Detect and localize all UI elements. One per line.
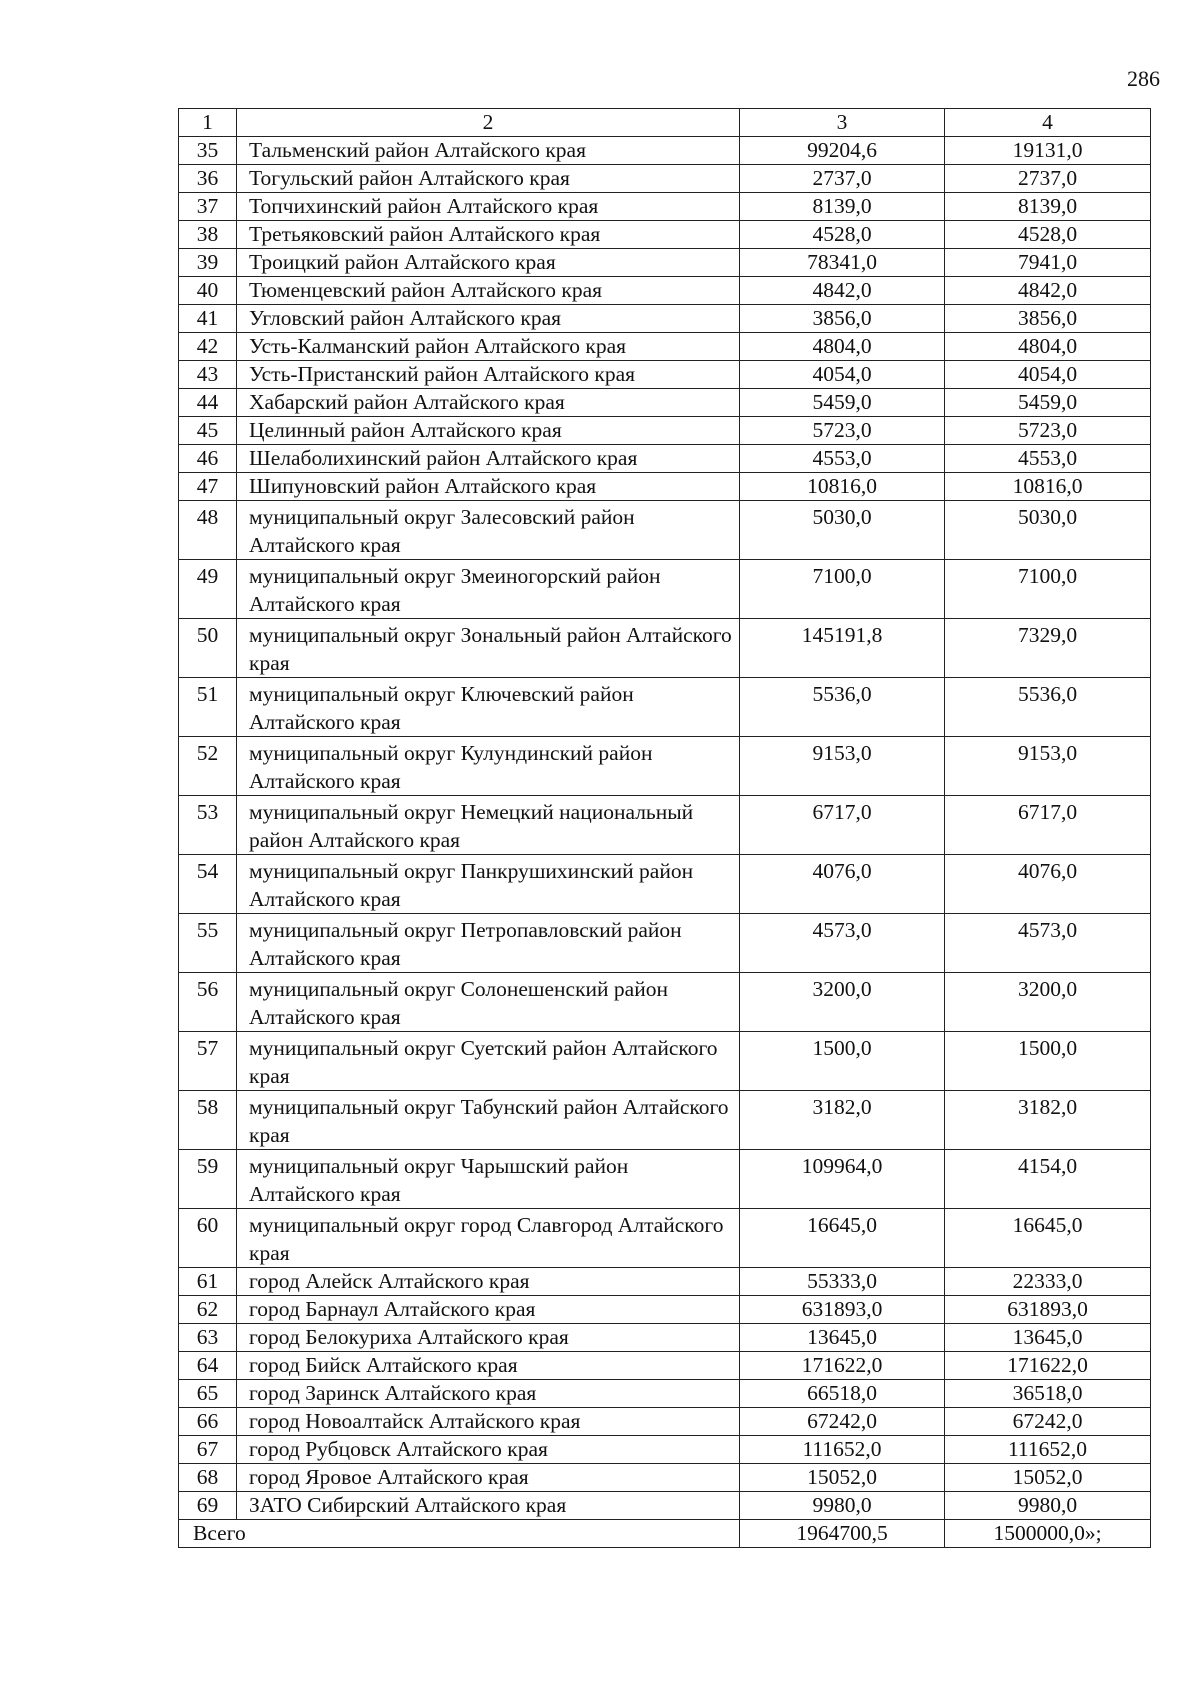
value-col3: 2737,0 — [740, 165, 945, 193]
page-number: 286 — [1127, 66, 1160, 91]
row-number: 41 — [179, 305, 237, 333]
row-number: 46 — [179, 445, 237, 473]
municipality-name: Тогульский район Алтайского края — [237, 165, 740, 193]
table-row — [179, 249, 1151, 277]
table-row — [179, 1032, 1151, 1091]
table-row — [179, 165, 1151, 193]
row-number: 59 — [179, 1150, 237, 1209]
municipality-name: город Барнаул Алтайского края — [237, 1296, 740, 1324]
value-col4: 5536,0 — [945, 678, 1151, 737]
value-col3: 99204,6 — [740, 137, 945, 165]
value-col3: 111652,0 — [740, 1436, 945, 1464]
value-col3: 5723,0 — [740, 417, 945, 445]
table-row — [179, 417, 1151, 445]
value-col3: 66518,0 — [740, 1380, 945, 1408]
value-col4: 631893,0 — [945, 1296, 1151, 1324]
row-number: 52 — [179, 737, 237, 796]
table-row — [179, 619, 1151, 678]
municipality-name: Хабарский район Алтайского края — [237, 389, 740, 417]
municipality-name: город Яровое Алтайского края — [237, 1464, 740, 1492]
value-col3: 8139,0 — [740, 193, 945, 221]
row-number: 39 — [179, 249, 237, 277]
row-number: 69 — [179, 1492, 237, 1520]
table-row — [179, 501, 1151, 560]
municipality-name: город Бийск Алтайского края — [237, 1352, 740, 1380]
value-col3: 4804,0 — [740, 333, 945, 361]
municipality-name: муниципальный округ Суетский район Алтайского края — [237, 1032, 740, 1091]
municipality-name: муниципальный округ Немецкий национальный район Алтайского края — [237, 796, 740, 855]
municipality-name: муниципальный округ Табунский район Алтайского края — [237, 1091, 740, 1150]
value-col4: 9980,0 — [945, 1492, 1151, 1520]
municipality-name: муниципальный округ Ключевский район Алтайского края — [237, 678, 740, 737]
value-col4: 10816,0 — [945, 473, 1151, 501]
row-number: 61 — [179, 1268, 237, 1296]
table-row — [179, 1380, 1151, 1408]
row-number: 49 — [179, 560, 237, 619]
value-col4: 19131,0 — [945, 137, 1151, 165]
municipality-name: муниципальный округ Солонешенский район Алтайского края — [237, 973, 740, 1032]
value-col3: 6717,0 — [740, 796, 945, 855]
table-row — [179, 796, 1151, 855]
value-col3: 5459,0 — [740, 389, 945, 417]
municipality-name: Тальменский район Алтайского края — [237, 137, 740, 165]
municipality-name: муниципальный округ Чарышский район Алтайского края — [237, 1150, 740, 1209]
value-col4: 4528,0 — [945, 221, 1151, 249]
value-col4: 3182,0 — [945, 1091, 1151, 1150]
value-col3: 4842,0 — [740, 277, 945, 305]
row-number: 35 — [179, 137, 237, 165]
municipality-name: Угловский район Алтайского края — [237, 305, 740, 333]
value-col4: 9153,0 — [945, 737, 1151, 796]
row-number: 57 — [179, 1032, 237, 1091]
value-col4: 3856,0 — [945, 305, 1151, 333]
column-header: 3 — [740, 109, 945, 137]
value-col3: 109964,0 — [740, 1150, 945, 1209]
total-col3: 1964700,5 — [740, 1520, 945, 1548]
municipality-name: муниципальный округ Зональный район Алтайского края — [237, 619, 740, 678]
municipality-name: Троицкий район Алтайского края — [237, 249, 740, 277]
table-row — [179, 737, 1151, 796]
table-row — [179, 678, 1151, 737]
row-number: 55 — [179, 914, 237, 973]
value-col4: 4842,0 — [945, 277, 1151, 305]
value-col3: 3856,0 — [740, 305, 945, 333]
value-col3: 4528,0 — [740, 221, 945, 249]
table-row — [179, 473, 1151, 501]
value-col4: 171622,0 — [945, 1352, 1151, 1380]
value-col3: 4573,0 — [740, 914, 945, 973]
row-number: 56 — [179, 973, 237, 1032]
row-number: 62 — [179, 1296, 237, 1324]
table-row — [179, 1296, 1151, 1324]
table-row — [179, 855, 1151, 914]
municipality-name: муниципальный округ Змеиногорский район Алтайского края — [237, 560, 740, 619]
value-col3: 15052,0 — [740, 1464, 945, 1492]
total-row — [179, 1520, 1151, 1548]
table-row — [179, 305, 1151, 333]
municipality-name: город Алейск Алтайского края — [237, 1268, 740, 1296]
municipality-name: Усть-Пристанский район Алтайского края — [237, 361, 740, 389]
table-row — [179, 361, 1151, 389]
value-col4: 4076,0 — [945, 855, 1151, 914]
value-col3: 1500,0 — [740, 1032, 945, 1091]
table-row — [179, 333, 1151, 361]
value-col4: 8139,0 — [945, 193, 1151, 221]
value-col3: 145191,8 — [740, 619, 945, 678]
row-number: 63 — [179, 1324, 237, 1352]
table-row — [179, 1324, 1151, 1352]
value-col4: 22333,0 — [945, 1268, 1151, 1296]
row-number: 54 — [179, 855, 237, 914]
table-row — [179, 1091, 1151, 1150]
municipality-name: ЗАТО Сибирский Алтайского края — [237, 1492, 740, 1520]
municipality-name: Шипуновский район Алтайского края — [237, 473, 740, 501]
row-number: 48 — [179, 501, 237, 560]
table-row — [179, 1352, 1151, 1380]
table-row — [179, 1209, 1151, 1268]
municipality-name: Целинный район Алтайского края — [237, 417, 740, 445]
value-col4: 7941,0 — [945, 249, 1151, 277]
table-row — [179, 193, 1151, 221]
value-col4: 36518,0 — [945, 1380, 1151, 1408]
municipality-name: Третьяковский район Алтайского края — [237, 221, 740, 249]
value-col3: 5030,0 — [740, 501, 945, 560]
value-col3: 631893,0 — [740, 1296, 945, 1324]
value-col3: 171622,0 — [740, 1352, 945, 1380]
row-number: 64 — [179, 1352, 237, 1380]
value-col3: 16645,0 — [740, 1209, 945, 1268]
table-body — [179, 109, 1151, 1548]
column-header: 1 — [179, 109, 237, 137]
table-row — [179, 389, 1151, 417]
value-col3: 9980,0 — [740, 1492, 945, 1520]
table-row — [179, 137, 1151, 165]
value-col4: 5723,0 — [945, 417, 1151, 445]
column-header: 2 — [237, 109, 740, 137]
row-number: 40 — [179, 277, 237, 305]
value-col4: 4573,0 — [945, 914, 1151, 973]
municipality-name: город Новоалтайск Алтайского края — [237, 1408, 740, 1436]
municipality-name: Шелаболихинский район Алтайского края — [237, 445, 740, 473]
column-header: 4 — [945, 109, 1151, 137]
value-col4: 7100,0 — [945, 560, 1151, 619]
row-number: 68 — [179, 1464, 237, 1492]
value-col3: 78341,0 — [740, 249, 945, 277]
municipality-name: Тюменцевский район Алтайского края — [237, 277, 740, 305]
row-number: 37 — [179, 193, 237, 221]
row-number: 47 — [179, 473, 237, 501]
value-col4: 2737,0 — [945, 165, 1151, 193]
value-col3: 7100,0 — [740, 560, 945, 619]
row-number: 65 — [179, 1380, 237, 1408]
total-col4: 1500000,0»; — [945, 1520, 1151, 1548]
value-col4: 1500,0 — [945, 1032, 1151, 1091]
allocation-table — [178, 108, 1151, 1548]
value-col3: 4054,0 — [740, 361, 945, 389]
value-col4: 15052,0 — [945, 1464, 1151, 1492]
table-row — [179, 914, 1151, 973]
table-row — [179, 1436, 1151, 1464]
municipality-name: город Рубцовск Алтайского края — [237, 1436, 740, 1464]
value-col4: 4054,0 — [945, 361, 1151, 389]
value-col4: 67242,0 — [945, 1408, 1151, 1436]
row-number: 44 — [179, 389, 237, 417]
row-number: 45 — [179, 417, 237, 445]
value-col4: 5459,0 — [945, 389, 1151, 417]
total-label: Всего — [179, 1520, 740, 1548]
row-number: 43 — [179, 361, 237, 389]
row-number: 50 — [179, 619, 237, 678]
value-col4: 3200,0 — [945, 973, 1151, 1032]
value-col4: 7329,0 — [945, 619, 1151, 678]
municipality-name: город Белокуриха Алтайского края — [237, 1324, 740, 1352]
row-number: 53 — [179, 796, 237, 855]
row-number: 60 — [179, 1209, 237, 1268]
row-number: 38 — [179, 221, 237, 249]
row-number: 67 — [179, 1436, 237, 1464]
value-col3: 9153,0 — [740, 737, 945, 796]
municipality-name: муниципальный округ Панкрушихинский район Алтайского края — [237, 855, 740, 914]
table-row — [179, 221, 1151, 249]
row-number: 36 — [179, 165, 237, 193]
value-col3: 10816,0 — [740, 473, 945, 501]
municipality-name: Усть-Калманский район Алтайского края — [237, 333, 740, 361]
value-col4: 111652,0 — [945, 1436, 1151, 1464]
municipality-name: муниципальный округ Кулундинский район Алтайского края — [237, 737, 740, 796]
table-row — [179, 1150, 1151, 1209]
table-row — [179, 1268, 1151, 1296]
value-col3: 4076,0 — [740, 855, 945, 914]
value-col3: 55333,0 — [740, 1268, 945, 1296]
value-col4: 6717,0 — [945, 796, 1151, 855]
table-row — [179, 1408, 1151, 1436]
value-col4: 4553,0 — [945, 445, 1151, 473]
row-number: 66 — [179, 1408, 237, 1436]
municipality-name: Топчихинский район Алтайского края — [237, 193, 740, 221]
table-row — [179, 973, 1151, 1032]
value-col3: 67242,0 — [740, 1408, 945, 1436]
value-col3: 4553,0 — [740, 445, 945, 473]
value-col3: 13645,0 — [740, 1324, 945, 1352]
table-row — [179, 1464, 1151, 1492]
value-col3: 5536,0 — [740, 678, 945, 737]
municipality-name: город Заринск Алтайского края — [237, 1380, 740, 1408]
value-col3: 3200,0 — [740, 973, 945, 1032]
value-col4: 4804,0 — [945, 333, 1151, 361]
municipality-name: муниципальный округ Залесовский район Алтайского края — [237, 501, 740, 560]
row-number: 51 — [179, 678, 237, 737]
value-col4: 16645,0 — [945, 1209, 1151, 1268]
row-number: 58 — [179, 1091, 237, 1150]
table-row — [179, 277, 1151, 305]
value-col4: 4154,0 — [945, 1150, 1151, 1209]
value-col3: 3182,0 — [740, 1091, 945, 1150]
municipality-name: муниципальный округ Петропавловский район Алтайского края — [237, 914, 740, 973]
row-number: 42 — [179, 333, 237, 361]
table-row — [179, 560, 1151, 619]
table-header-row — [179, 109, 1151, 137]
table-row — [179, 1492, 1151, 1520]
municipality-name: муниципальный округ город Славгород Алтайского края — [237, 1209, 740, 1268]
value-col4: 5030,0 — [945, 501, 1151, 560]
table-row — [179, 445, 1151, 473]
value-col4: 13645,0 — [945, 1324, 1151, 1352]
